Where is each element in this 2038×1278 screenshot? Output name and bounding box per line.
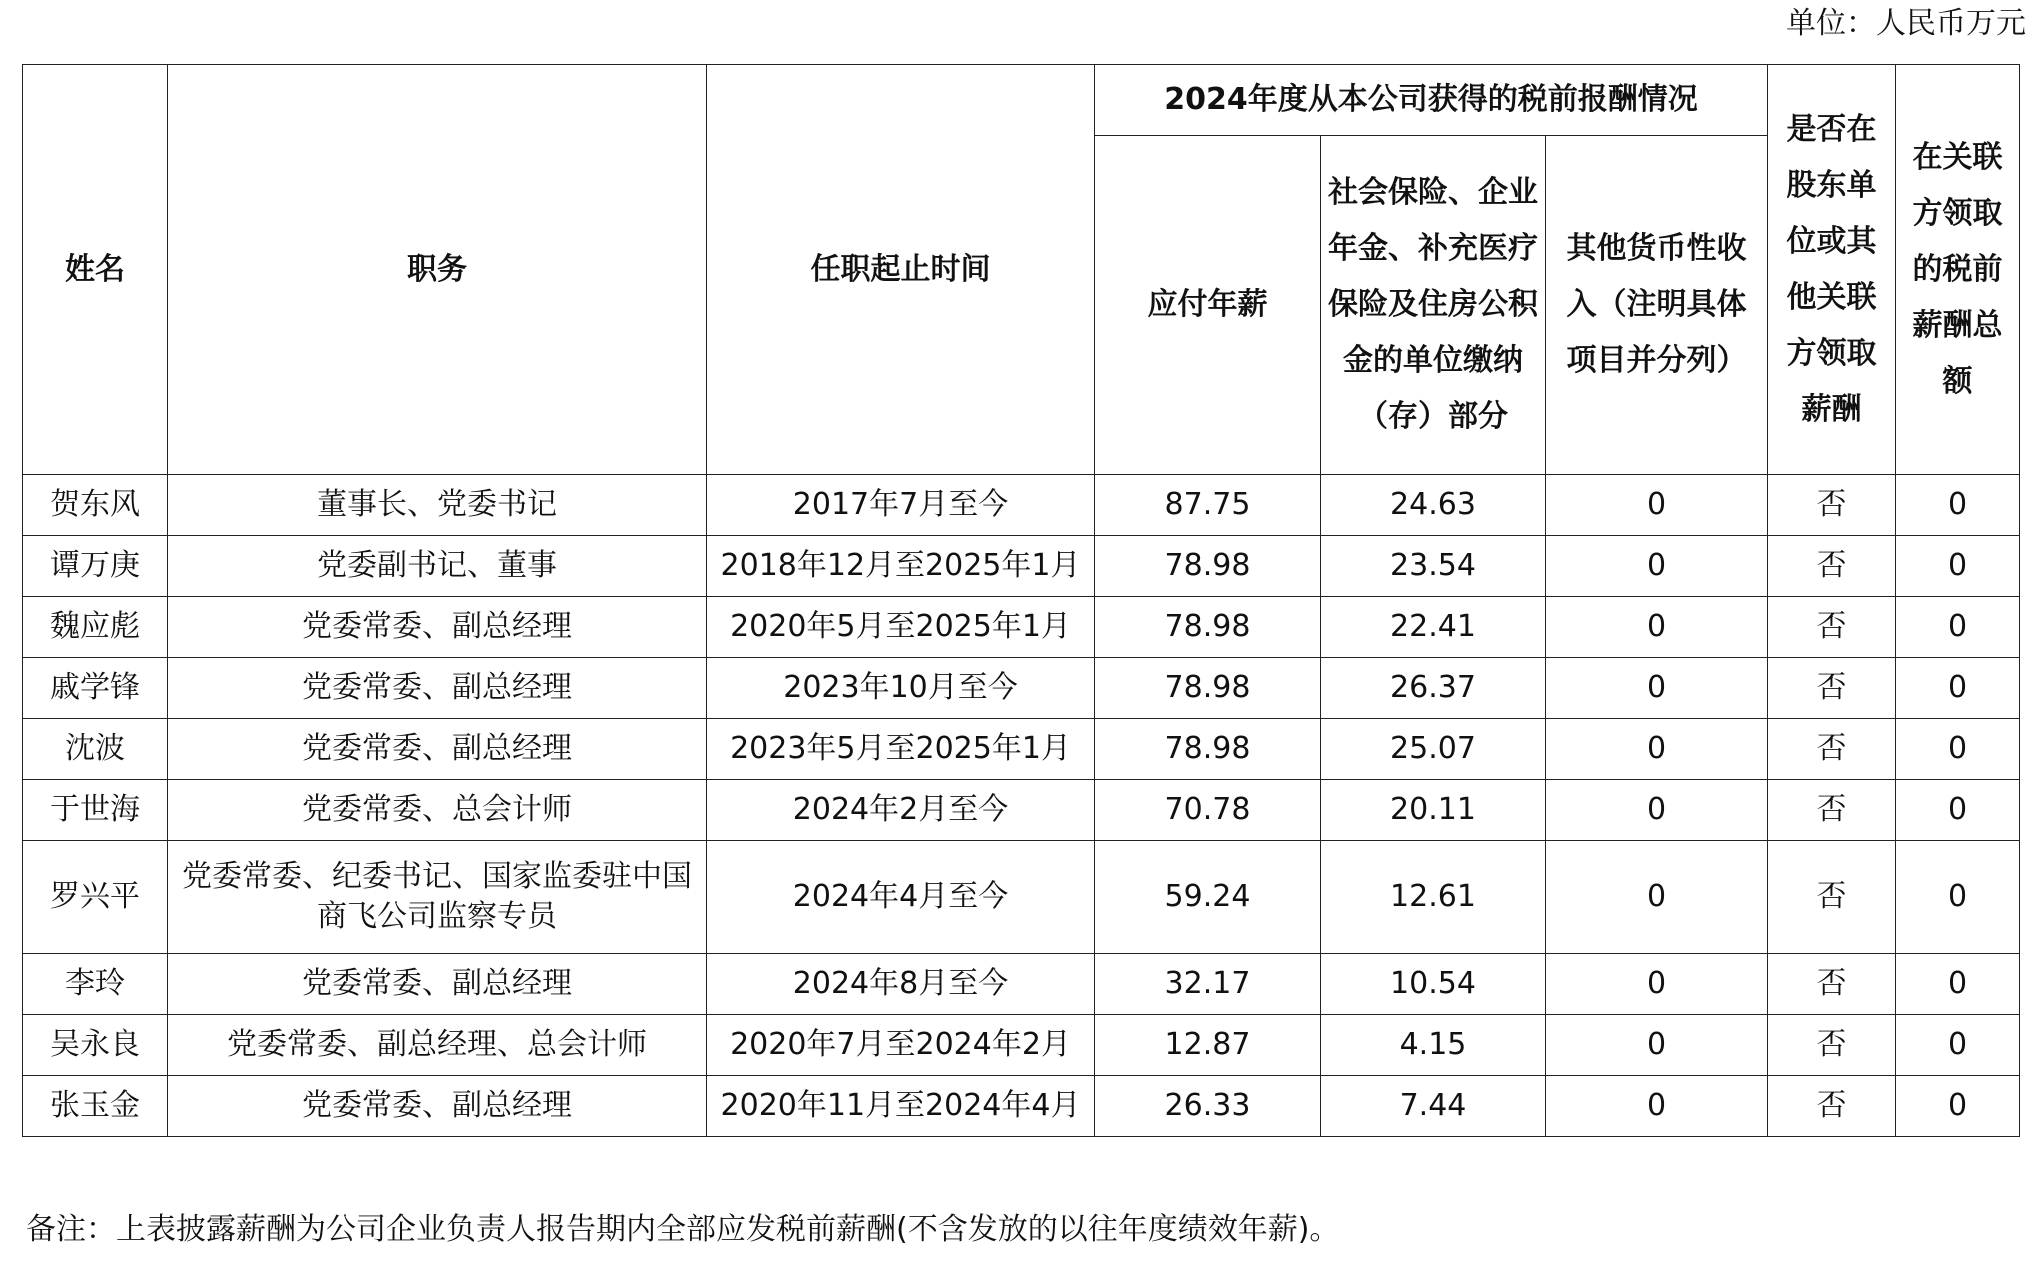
- cell-other-income: 0: [1546, 658, 1768, 719]
- cell-salary: 78.98: [1095, 719, 1321, 780]
- cell-other-income: 0: [1546, 780, 1768, 841]
- cell-salary: 12.87: [1095, 1015, 1321, 1076]
- cell-other-income: 0: [1546, 1076, 1768, 1137]
- cell-term: 2024年8月至今: [707, 954, 1095, 1015]
- cell-name: 吴永良: [23, 1015, 168, 1076]
- cell-other-income: 0: [1546, 536, 1768, 597]
- cell-related-total: 0: [1896, 536, 2020, 597]
- table-row: [23, 954, 2020, 1015]
- cell-name: 李玲: [23, 954, 168, 1015]
- table-row: [23, 841, 2020, 954]
- cell-name: 于世海: [23, 780, 168, 841]
- cell-related-party: 否: [1768, 954, 1896, 1015]
- cell-insurance: 25.07: [1321, 719, 1546, 780]
- cell-related-party: 否: [1768, 597, 1896, 658]
- cell-insurance: 20.11: [1321, 780, 1546, 841]
- header-term: 任职起止时间: [707, 65, 1095, 475]
- header-position: 职务: [168, 65, 707, 475]
- cell-salary: 78.98: [1095, 536, 1321, 597]
- cell-related-party: 否: [1768, 841, 1896, 954]
- cell-related-total: 0: [1896, 1015, 2020, 1076]
- cell-related-total: 0: [1896, 954, 2020, 1015]
- cell-related-total: 0: [1896, 658, 2020, 719]
- cell-salary: 78.98: [1095, 658, 1321, 719]
- cell-salary: 87.75: [1095, 475, 1321, 536]
- table-row: [23, 1076, 2020, 1137]
- cell-name: 沈波: [23, 719, 168, 780]
- cell-position: 党委常委、副总经理: [168, 1076, 707, 1137]
- cell-related-party: 否: [1768, 475, 1896, 536]
- table-row: [23, 475, 2020, 536]
- cell-position: 党委常委、副总经理、总会计师: [168, 1015, 707, 1076]
- footnote: 备注：上表披露薪酬为公司企业负责人报告期内全部应发税前薪酬(不含发放的以往年度绩效年薪)。: [26, 1212, 1340, 1247]
- cell-insurance: 24.63: [1321, 475, 1546, 536]
- cell-related-total: 0: [1896, 719, 2020, 780]
- cell-other-income: 0: [1546, 1015, 1768, 1076]
- cell-related-total: 0: [1896, 597, 2020, 658]
- cell-insurance: 12.61: [1321, 841, 1546, 954]
- table-row: [23, 658, 2020, 719]
- cell-related-party: 否: [1768, 1076, 1896, 1137]
- header-row-1: [23, 65, 2020, 136]
- cell-salary: 70.78: [1095, 780, 1321, 841]
- cell-related-party: 否: [1768, 536, 1896, 597]
- cell-term: 2020年5月至2025年1月: [707, 597, 1095, 658]
- compensation-table: [22, 64, 2020, 1137]
- cell-related-total: 0: [1896, 475, 2020, 536]
- table-row: [23, 1015, 2020, 1076]
- table-body: [23, 475, 2020, 1137]
- cell-insurance: 4.15: [1321, 1015, 1546, 1076]
- cell-position: 董事长、党委书记: [168, 475, 707, 536]
- cell-other-income: 0: [1546, 954, 1768, 1015]
- cell-insurance: 10.54: [1321, 954, 1546, 1015]
- cell-position: 党委常委、副总经理: [168, 658, 707, 719]
- cell-term: 2020年11月至2024年4月: [707, 1076, 1095, 1137]
- cell-insurance: 22.41: [1321, 597, 1546, 658]
- cell-name: 谭万庚: [23, 536, 168, 597]
- table-header: [23, 65, 2020, 475]
- cell-term: 2017年7月至今: [707, 475, 1095, 536]
- unit-label: 单位：人民币万元: [1786, 6, 2026, 41]
- cell-related-party: 否: [1768, 719, 1896, 780]
- cell-other-income: 0: [1546, 719, 1768, 780]
- cell-name: 贺东风: [23, 475, 168, 536]
- cell-position: 党委常委、副总经理: [168, 597, 707, 658]
- cell-related-party: 否: [1768, 1015, 1896, 1076]
- cell-position: 党委常委、副总经理: [168, 719, 707, 780]
- cell-other-income: 0: [1546, 841, 1768, 954]
- header-insurance: 社会保险、企业年金、补充医疗保险及住房公积金的单位缴纳（存）部分: [1321, 136, 1546, 475]
- cell-name: 戚学锋: [23, 658, 168, 719]
- header-name: 姓名: [23, 65, 168, 475]
- cell-name: 罗兴平: [23, 841, 168, 954]
- cell-related-party: 否: [1768, 780, 1896, 841]
- cell-other-income: 0: [1546, 475, 1768, 536]
- cell-related-party: 否: [1768, 658, 1896, 719]
- cell-related-total: 0: [1896, 1076, 2020, 1137]
- cell-other-income: 0: [1546, 597, 1768, 658]
- cell-salary: 26.33: [1095, 1076, 1321, 1137]
- cell-related-total: 0: [1896, 841, 2020, 954]
- header-related-total: 在关联方领取的税前薪酬总额: [1896, 65, 2020, 475]
- cell-term: 2023年5月至2025年1月: [707, 719, 1095, 780]
- cell-name: 魏应彪: [23, 597, 168, 658]
- table-row: [23, 597, 2020, 658]
- table-row: [23, 780, 2020, 841]
- table-row: [23, 719, 2020, 780]
- cell-insurance: 23.54: [1321, 536, 1546, 597]
- cell-position: 党委常委、副总经理: [168, 954, 707, 1015]
- cell-insurance: 7.44: [1321, 1076, 1546, 1137]
- cell-term: 2024年2月至今: [707, 780, 1095, 841]
- cell-related-total: 0: [1896, 780, 2020, 841]
- cell-name: 张玉金: [23, 1076, 168, 1137]
- cell-salary: 59.24: [1095, 841, 1321, 954]
- header-salary: 应付年薪: [1095, 136, 1321, 475]
- cell-salary: 78.98: [1095, 597, 1321, 658]
- cell-position: 党委常委、纪委书记、国家监委驻中国商飞公司监察专员: [168, 841, 707, 954]
- cell-position: 党委常委、总会计师: [168, 780, 707, 841]
- cell-term: 2023年10月至今: [707, 658, 1095, 719]
- cell-salary: 32.17: [1095, 954, 1321, 1015]
- header-group-compensation: 2024年度从本公司获得的税前报酬情况: [1095, 65, 1768, 136]
- header-other-income: 其他货币性收入（注明具体项目并分列）: [1546, 136, 1768, 475]
- cell-insurance: 26.37: [1321, 658, 1546, 719]
- table-row: [23, 536, 2020, 597]
- header-related-party: 是否在股东单位或其他关联方领取薪酬: [1768, 65, 1896, 475]
- cell-term: 2024年4月至今: [707, 841, 1095, 954]
- cell-term: 2018年12月至2025年1月: [707, 536, 1095, 597]
- cell-position: 党委副书记、董事: [168, 536, 707, 597]
- cell-term: 2020年7月至2024年2月: [707, 1015, 1095, 1076]
